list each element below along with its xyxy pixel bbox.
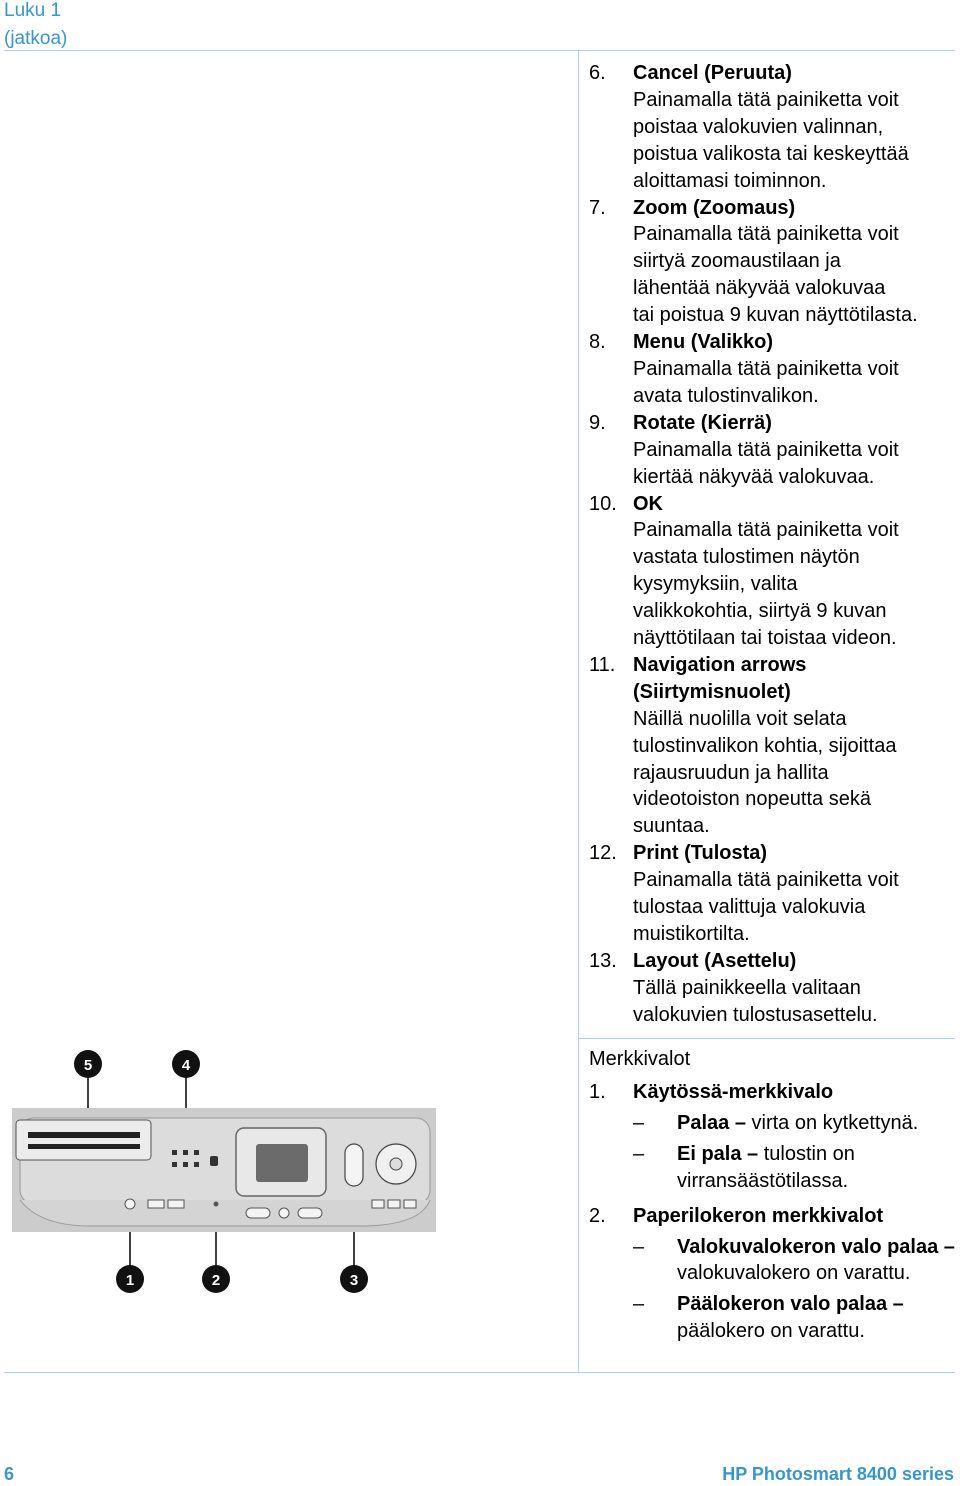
item-title: Layout (Asettelu) [633, 949, 797, 972]
item-line: avata tulostinvalikon. [633, 384, 819, 407]
sub-item [589, 1141, 955, 1195]
item-title: Paperilokeron merkkivalot [633, 1204, 884, 1227]
item-line: lähentää näkyvää valokuvaa [633, 277, 886, 300]
sub-item [589, 1110, 955, 1137]
svg-text:2: 2 [211, 1272, 221, 1289]
item-title-continued: (Siirtymisnuolet) [633, 680, 791, 703]
lights-list [589, 1079, 955, 1345]
item-line: näyttötilaan tai toistaa videon. [633, 627, 897, 650]
item-line: Painamalla tätä painiketta voit [633, 519, 899, 542]
callout-1 [116, 1265, 144, 1293]
svg-text:1: 1 [125, 1272, 135, 1289]
sub-item [589, 1291, 955, 1345]
bottom-rule [4, 1372, 955, 1373]
list-item [589, 195, 955, 330]
sub-item-bold: Valokuvalokeron valo palaa – [677, 1235, 955, 1258]
item-line: Painamalla tätä painiketta voit [633, 438, 899, 461]
dash-marker: – [633, 1111, 645, 1134]
item-line: poistua valikosta tai keskeyttää [633, 142, 909, 165]
item-title: Cancel (Peruuta) [633, 62, 792, 84]
sub-item [589, 1234, 955, 1288]
item-line: suuntaa. [633, 815, 710, 838]
ok-button [390, 1158, 402, 1170]
list-item [589, 329, 955, 410]
sub-item-bold: Päälokeron valo palaa – [677, 1293, 904, 1316]
item-line: Painamalla tätä painiketta voit [633, 223, 899, 246]
callout-4 [172, 1050, 200, 1078]
tray-light [214, 1202, 219, 1207]
panel-lower-edge [20, 1200, 430, 1226]
page-number: 6 [4, 1464, 15, 1484]
item-line: tulostinvalikon kohtia, sijoittaa [633, 734, 897, 757]
item-line: Näillä nuolilla voit selata [633, 707, 847, 730]
item-number: 8. [589, 331, 606, 354]
callout-2 [202, 1265, 230, 1293]
item-title: Käytössä-merkkivalo [633, 1081, 834, 1103]
callout-5 [74, 1050, 102, 1078]
item-title: Rotate (Kierrä) [633, 411, 772, 434]
item-title: Print (Tulosta) [633, 842, 768, 865]
card-slot-area [16, 1120, 151, 1160]
item-title: Menu (Valikko) [633, 331, 774, 354]
list-item [589, 840, 955, 948]
screen [256, 1144, 308, 1182]
svg-text:5: 5 [83, 1057, 93, 1074]
sub-item-text: päälokero on varattu. [677, 1320, 865, 1343]
item-line: valokuvien tulostusasettelu. [633, 1003, 878, 1026]
item-line: Tällä painikkeella valitaan [633, 976, 861, 999]
list-item [589, 1203, 955, 1230]
item-line: vastata tulostimen näytön [633, 546, 860, 569]
item-line: videotoiston nopeutta sekä [633, 788, 871, 811]
item-number: 2. [589, 1204, 606, 1227]
svg-text:4: 4 [181, 1057, 191, 1074]
card-slot-1 [28, 1132, 140, 1138]
item-title: OK [633, 492, 663, 515]
control-panel-illustration [0, 1040, 470, 1300]
sub-item-bold: Ei pala – [677, 1142, 759, 1165]
bottom-left-controls [125, 1199, 184, 1209]
zoom-button [345, 1144, 363, 1186]
section-title: Merkkivalot [589, 1048, 691, 1070]
button-descriptions [589, 60, 955, 1029]
list-item [589, 1079, 955, 1106]
item-line: aloittamasi toiminnon. [633, 169, 827, 192]
list-item [589, 491, 955, 652]
item-title: Navigation arrows [633, 653, 807, 676]
item-title: Zoom (Zoomaus) [633, 196, 796, 219]
item-number: 13. [589, 949, 617, 972]
item-line: muistikortilta. [633, 923, 750, 945]
item-line: Painamalla tätä painiketta voit [633, 869, 899, 892]
svg-text:3: 3 [349, 1272, 359, 1289]
top-rule [4, 50, 955, 51]
column-divider [578, 50, 579, 1372]
list-item [589, 948, 955, 1029]
list-item [589, 410, 955, 491]
chapter-continued: (jatkoa) [4, 28, 68, 49]
screen-buttons [246, 1208, 322, 1218]
sub-item-text: valokuvalokero on varattu. [677, 1262, 911, 1285]
dash-marker: – [633, 1293, 645, 1316]
list-item [589, 652, 955, 840]
item-line: kysymyksiin, valita [633, 573, 798, 596]
item-number: 7. [589, 196, 606, 219]
item-line: valikkokohtia, siirtyä 9 kuvan [633, 600, 887, 623]
item-number: 11. [589, 653, 616, 676]
dash-marker: – [633, 1142, 645, 1165]
product-name: HP Photosmart 8400 series [722, 1464, 954, 1484]
bottom-right-controls [372, 1200, 416, 1208]
chapter-heading [4, 0, 67, 53]
card-slot-2 [28, 1144, 140, 1149]
item-number: 9. [589, 411, 606, 434]
section-rule [578, 1038, 955, 1039]
item-line: rajausruudun ja hallita [633, 761, 829, 784]
item-line: tulostaa valittuja valokuvia [633, 896, 866, 919]
item-line: siirtyä zoomaustilaan ja [633, 250, 841, 273]
item-line: tai poistua 9 kuvan näyttötilasta. [633, 304, 918, 327]
sub-item-bold: Palaa – [677, 1111, 746, 1134]
dash-marker: – [633, 1235, 645, 1258]
sub-item-text: tulostin on virransäästötilassa. [677, 1142, 855, 1192]
item-line: Painamalla tätä painiketta voit [633, 88, 899, 111]
chapter-label: Luku 1 [4, 0, 62, 21]
item-line: poistaa valokuvien valinnan, [633, 115, 884, 138]
item-number: 6. [589, 62, 606, 84]
item-line: Painamalla tätä painiketta voit [633, 357, 899, 380]
item-number: 12. [589, 842, 617, 865]
list-item [589, 60, 955, 195]
sub-item-text: virta on kytkettynä. [745, 1111, 919, 1134]
item-number: 10. [589, 492, 617, 515]
item-line: kiertää näkyvää valokuvaa. [633, 465, 875, 488]
item-number: 1. [589, 1081, 606, 1103]
callout-3 [340, 1265, 368, 1293]
